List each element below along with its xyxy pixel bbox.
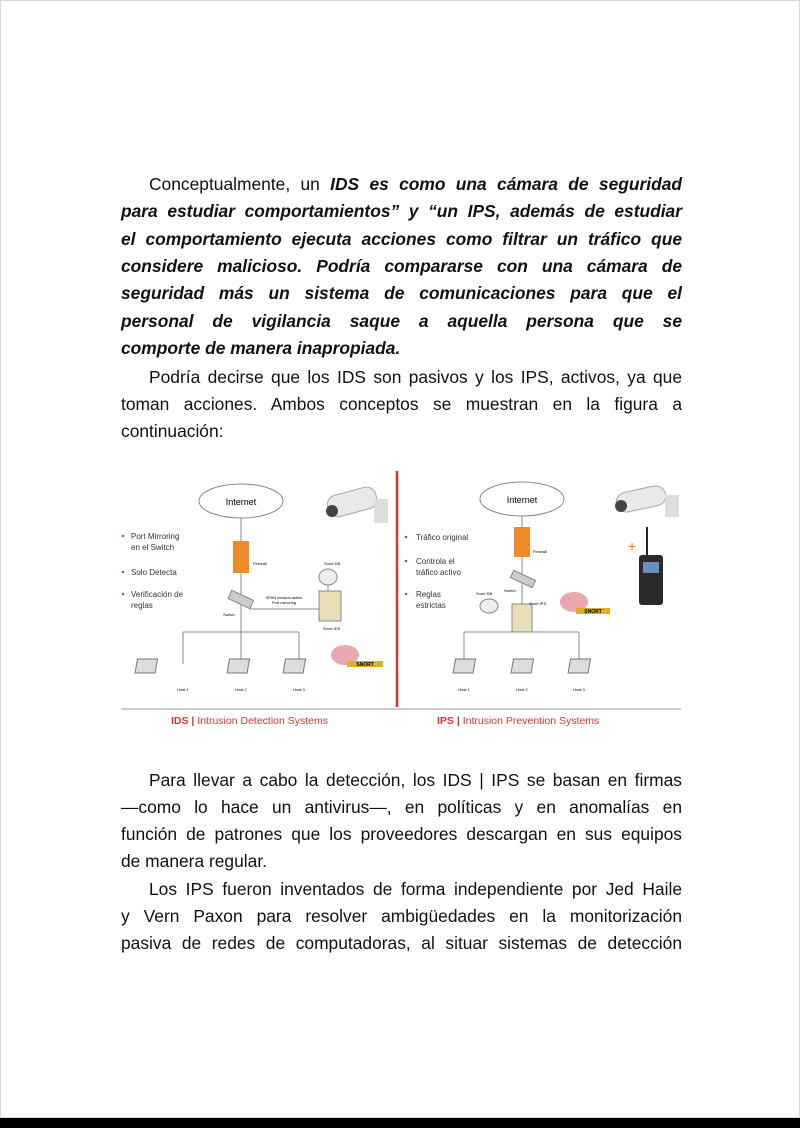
svg-text:estrictas: estrictas bbox=[416, 601, 446, 610]
ids-caption: IDS | Intrusion Detection Systems bbox=[171, 715, 329, 727]
svg-text:Snort DB: Snort DB bbox=[476, 591, 493, 596]
snort-logo bbox=[560, 592, 610, 615]
firewall-icon bbox=[233, 541, 249, 573]
plus-sign: + bbox=[628, 538, 637, 554]
internet-label: Internet bbox=[225, 497, 257, 507]
ids-bullets bbox=[122, 532, 184, 610]
text-line: Los IPS fueron inventados de forma independiente por Jed Haile bbox=[149, 879, 682, 899]
svg-text:Solo Detecta: Solo Detecta bbox=[131, 568, 177, 577]
camera-icon bbox=[614, 484, 679, 517]
text-line: personal de vigilancia saque a aquella persona que se bbox=[121, 311, 682, 331]
ids-diagram bbox=[122, 484, 388, 692]
ips-caption: IPS | Intrusion Prevention Systems bbox=[437, 715, 600, 727]
svg-text:Firewall: Firewall bbox=[253, 561, 267, 566]
camera-icon bbox=[325, 485, 388, 523]
snort-logo bbox=[331, 645, 383, 668]
svg-text:Firewall: Firewall bbox=[533, 549, 547, 554]
text-line: para estudiar comportamientos” y “un IPS, además de estudiar bbox=[121, 201, 682, 221]
database-icon bbox=[480, 599, 498, 613]
server-icon bbox=[319, 591, 341, 621]
svg-text:en el Switch: en el Switch bbox=[131, 543, 175, 552]
ips-diagram bbox=[405, 482, 679, 692]
text-line: de manera regular. bbox=[121, 851, 267, 871]
svg-text:Port Mirroring: Port Mirroring bbox=[131, 532, 180, 541]
text-line: Podría decirse que los IDS son pasivos y los IPS, activos, ya que bbox=[149, 367, 682, 387]
text-line: continuación: bbox=[121, 421, 224, 441]
svg-text:Internet: Internet bbox=[506, 495, 538, 505]
text-emphasis: IDS es como una cámara de seguridad bbox=[330, 174, 683, 194]
text-normal: Conceptualmente, un bbox=[149, 174, 331, 194]
svg-text:Snort IDS: Snort IDS bbox=[323, 626, 341, 631]
ips-bullets bbox=[405, 533, 469, 610]
text-line: Para llevar a cabo la detección, los IDS | IPS se basan en firmas bbox=[149, 770, 682, 790]
firewall-icon bbox=[514, 527, 530, 557]
bottom-bar bbox=[0, 1118, 800, 1128]
text-line: y Vern Paxon para resolver ambigüedades en la monitorización bbox=[121, 906, 682, 926]
svg-text:SPAN session active: SPAN session active bbox=[265, 595, 303, 600]
svg-text:Host 3: Host 3 bbox=[293, 687, 305, 692]
text-line: —como lo hace un antivirus—, en políticas y en anomalías en bbox=[121, 797, 682, 817]
text-line: comporte de manera inapropiada. bbox=[121, 338, 401, 358]
svg-text:Controla el: Controla el bbox=[416, 557, 455, 566]
radio-icon bbox=[639, 527, 663, 605]
switch-icon bbox=[510, 570, 535, 587]
svg-text:Host 2: Host 2 bbox=[235, 687, 247, 692]
svg-text:Host 1: Host 1 bbox=[177, 687, 189, 692]
text-line: pasiva de redes de computadoras, al situar sistemas de detección bbox=[121, 933, 682, 953]
database-icon bbox=[319, 569, 337, 585]
svg-text:Port mirroring: Port mirroring bbox=[271, 600, 297, 605]
text-line: toman acciones. Ambos conceptos se muestran en la figura a bbox=[121, 394, 682, 414]
svg-text:Host 2: Host 2 bbox=[516, 687, 528, 692]
svg-text:Tráfico original: Tráfico original bbox=[416, 533, 469, 542]
svg-text:Switch: Switch bbox=[504, 588, 516, 593]
svg-text:SNORT: SNORT bbox=[356, 662, 374, 668]
text-line: considere malicioso. Podría compararse con una cámara de bbox=[121, 256, 682, 276]
svg-text:SNORT: SNORT bbox=[584, 609, 602, 615]
svg-text:Snort DB: Snort DB bbox=[324, 561, 341, 566]
text-line: función de patrones que los proveedores descargan en sus equipos bbox=[121, 824, 682, 844]
svg-text:Verificación de: Verificación de bbox=[131, 590, 184, 599]
svg-text:reglas: reglas bbox=[131, 601, 153, 610]
text-line bbox=[149, 174, 682, 194]
svg-text:Host 1: Host 1 bbox=[458, 687, 470, 692]
ids-ips-figure bbox=[119, 469, 683, 739]
text-line: seguridad más un sistema de comunicaciones para que el bbox=[121, 283, 682, 303]
svg-text:tráfico activo: tráfico activo bbox=[416, 568, 461, 577]
svg-text:Reglas: Reglas bbox=[416, 590, 441, 599]
text-line: el comportamiento ejecuta acciones como filtrar un tráfico que bbox=[121, 229, 682, 249]
svg-text:Snort IPS: Snort IPS bbox=[529, 601, 547, 606]
laptop-icons bbox=[135, 659, 305, 673]
server-icon bbox=[512, 604, 532, 632]
svg-text:Switch: Switch bbox=[223, 612, 235, 617]
svg-text:Host 3: Host 3 bbox=[573, 687, 585, 692]
